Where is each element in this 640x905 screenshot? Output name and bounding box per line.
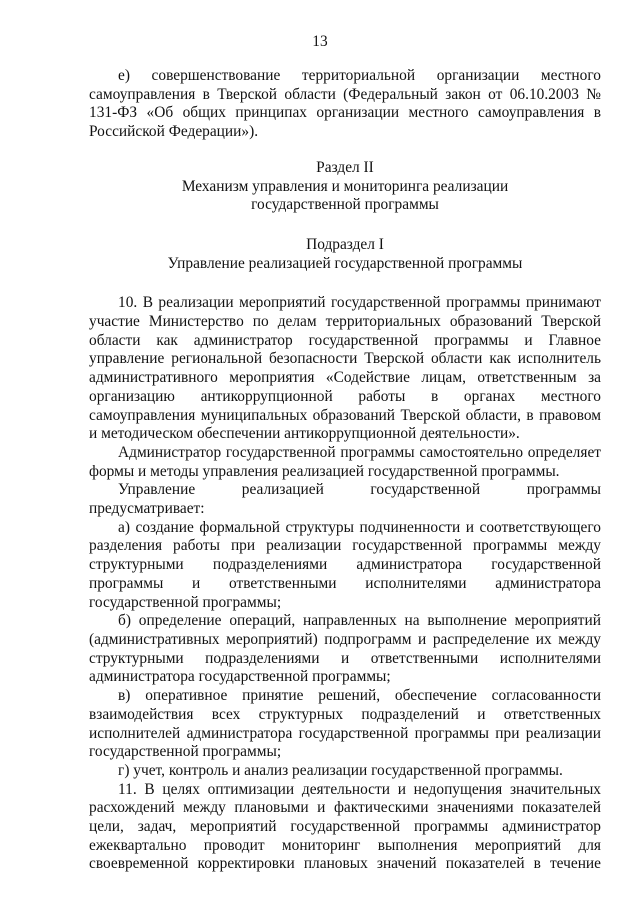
paragraph-management-line2: предусматривает: bbox=[89, 500, 205, 518]
paragraph-administrator: Администратор государственной программы самостоятельно определяет формы и методы управления реализацией государственной программы. bbox=[89, 443, 601, 480]
section-heading bbox=[89, 159, 601, 215]
list-item-g: г) учет, контроль и анализ реализации государственной программы. bbox=[118, 761, 563, 779]
intro-item-e: е) совершенствование территориальной организации местного самоуправления в Тверской области (Федеральный закон от 06.10.2003 № 131-ФЗ «Об общих принципах организации местного самоуправления в Российской Федерации»). bbox=[89, 67, 601, 141]
list-item-a: а) создание формальной структуры подчиненности и соответствующего разделения работы при реализации государственной программы между структурными подразделениями администратора государственной программы и ответственными исполнителями администратора государственной программы; bbox=[89, 518, 601, 611]
page-number: 13 bbox=[312, 33, 328, 50]
section-subtitle-line1: Механизм управления и мониторинга реализации bbox=[181, 177, 509, 195]
section-title: Раздел II bbox=[316, 158, 374, 176]
list-item-v: в) оперативное принятие решений, обеспечение согласованности взаимодействия всех структурных подразделений и ответственных исполнителей администратора государственной программы при реализации государственной программы; bbox=[89, 687, 601, 761]
paragraph-management-line1: Управление реализацией государственной программы bbox=[118, 481, 601, 499]
paragraph-10: 10. В реализации мероприятий государственной программы принимают участие Министерство по делам территориальных образований Тверской области как администратор государственной программы и Главное управление региональной безопасности Тверской области как исполнитель административного мероприятия «Содействие лицам, ответственным за организацию антикоррупционной работы в органах местного самоуправления муниципальных образований Тверской области, в правовом и методическом обеспечении антикоррупционной деятельности». bbox=[89, 294, 601, 443]
paragraph-11: 11. В целях оптимизации деятельности и недопущения значительных расхождений между плановыми и фактическими значениями показателей цели, задач, мероприятий государственной программы администратор ежеквартально проводит мониторинг выполнения мероприятий для своевременной корректировки плановых значений показателей в течение bbox=[89, 780, 601, 873]
section-subtitle-line2: государственной программы bbox=[251, 196, 439, 214]
subsection-subtitle: Управление реализацией государственной программы bbox=[167, 254, 523, 272]
subsection-heading bbox=[89, 236, 601, 273]
subsection-title: Подраздел I bbox=[306, 235, 384, 253]
list-item-b: б) определение операций, направленных на выполнение мероприятий (административных мероприятий) подпрограмм и распределение их между структурными подразделениями и ответственными исполнителями администратора государственной программы; bbox=[89, 612, 601, 686]
document-body bbox=[89, 67, 601, 874]
